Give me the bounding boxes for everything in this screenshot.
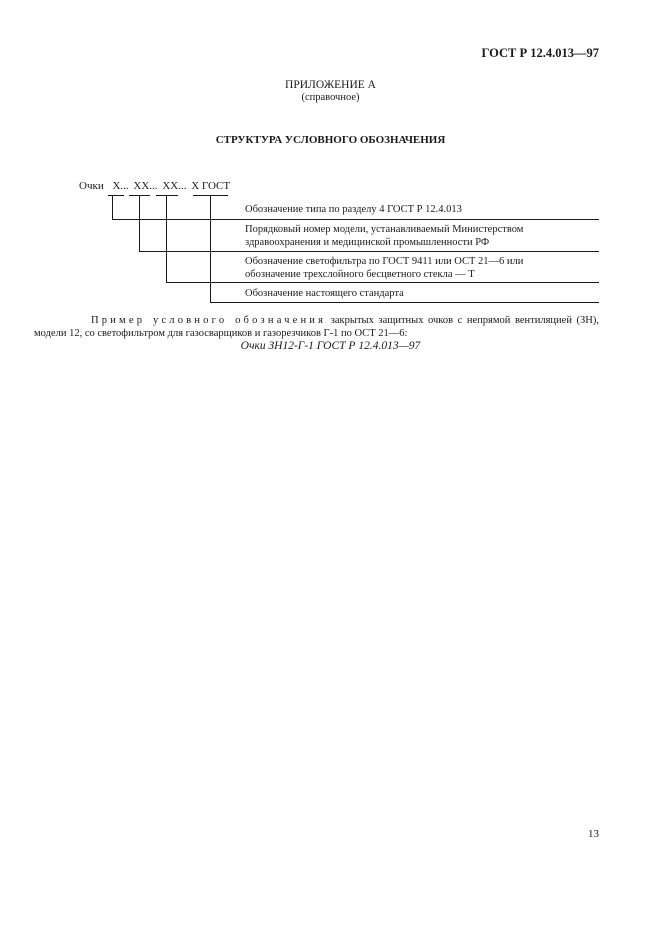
legend-item-filter	[245, 255, 523, 281]
formula-part-type: Х...	[112, 180, 129, 192]
page-number: 13	[588, 828, 599, 840]
formula-part-standard: Х ГОСТ	[191, 180, 231, 192]
legend-line: Обозначение светофильтра по ГОСТ 9411 или ОСТ 21—6 или	[245, 256, 524, 267]
legend-item-model	[245, 223, 523, 249]
appendix-title: ПРИЛОЖЕНИЕ А	[285, 79, 376, 91]
example-lead: Пример условного обозначения	[91, 315, 327, 326]
formula-part-model: ХХ...	[133, 180, 158, 192]
legend-line: Порядковый номер модели, устанавливаемый Министерством	[245, 224, 524, 235]
legend-item-type	[245, 203, 462, 216]
example-text: закрытых защитных очков с непрямой вентиляцией (ЗН), модели 12, со светофильтром для газосварщиков и газорезчиков Г-1 по ОСТ 21—6:	[34, 315, 599, 339]
legend-line: Обозначение настоящего стандарта	[245, 288, 404, 299]
legend-line: Обозначение типа по разделу 4 ГОСТ Р 12.4.013	[245, 204, 462, 215]
section-title: СТРУКТУРА УСЛОВНОГО ОБОЗНАЧЕНИЯ	[215, 134, 446, 146]
example-paragraph	[34, 315, 599, 340]
formula-part-filter: ХХ...	[162, 180, 187, 192]
formula-prefix: Очки	[79, 180, 104, 192]
legend-line: здравоохранения и медицинской промышленности РФ	[245, 237, 490, 248]
appendix-note: (справочное)	[301, 92, 360, 103]
legend-item-standard	[245, 287, 404, 300]
example-formula: Очки ЗН12-Г-1 ГОСТ Р 12.4.013—97	[240, 340, 421, 352]
legend-line: обозначение трехслойного бесцветного стекла — Т	[245, 269, 475, 280]
document-code: ГОСТ Р 12.4.013—97	[481, 46, 599, 60]
